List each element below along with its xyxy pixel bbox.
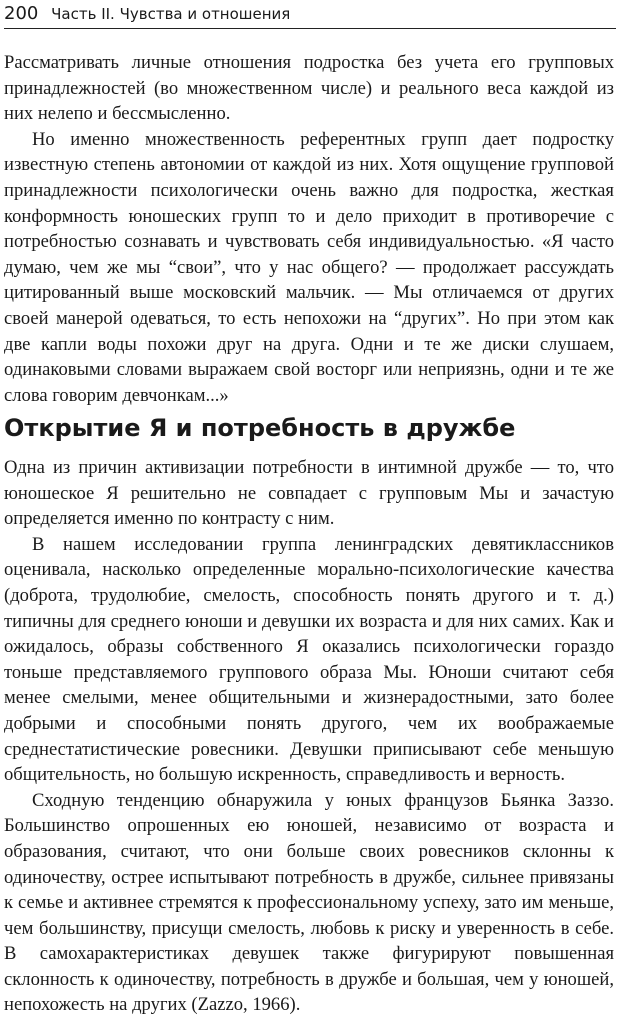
- paragraph: Рассматривать личные отношения подростка без учета его групповых принадлежностей (во множественном числе) и реального веса каждой из них нелепо и бессмысленно.: [4, 52, 614, 125]
- section-heading: Открытие Я и потребность в дружбе: [4, 414, 516, 442]
- paragraph: Сходную тенденцию обнаружила у юных французов Бьянка Заззо. Большинство опрошенных ею юношей, независимо от возраста и образования, считают, что они больше своих ровесников склонны к одиночеству, острее испытывают потребность в дружбе, сильнее привязаны к семье и активнее стремятся к профессиональному успеху, зато им меньше, чем большинству, присущи смелость, любовь к риску и уверенность в себе. В самохарактеристиках девушек также фигурируют повышенная склонность к одиночеству, потребность в дружбе и большая, чем у юношей, непохожесть на других (Zazzo, 1966).: [4, 789, 614, 1016]
- running-head: [4, 2, 616, 26]
- section-1-text: [4, 50, 614, 408]
- header-rule: [4, 28, 616, 29]
- running-title: Часть II. Чувства и отношения: [51, 5, 291, 23]
- paragraph: Но именно множественность референтных групп дает подростку известную степень автономии от каждой из них. Хотя ощущение групповой принадлежности психологически очень важно для подростка, жесткая конформность юношеских групп то и дело приходит в противоречие с потребностью сознавать и чувствовать себя индивидуальностью. «Я часто думаю, чем же мы “свои”, что у нас общего? — продолжает рассуждать цитированный выше московский мальчик. — Мы отличаемся от других своей манерой одеваться, то есть непохожи на “других”. Но при этом как две капли воды похожи друг на друга. Одни и те же диски слушаем, одинаковыми словами выражаем свой восторг или неприязнь, одни и те же слова говорим девчонкам...»: [4, 128, 614, 406]
- paragraph: В нашем исследовании группа ленинградских девятиклассников оценивала, насколько определенные морально-психологические качества (доброта, трудолюбие, смелость, способность понять другого и т. д.) типичны для среднего юноши и девушки их возраста и для них самих. Как и ожидалось, образы собственного Я оказались психологически гораздо тоньше представляемого группового образа Мы. Юноши считают себя менее смелыми, менее общительными и жизнерадостными, зато более добрыми и способными понять другого, чем их воображаемые среднестатистические ровесники. Девушки приписывают себе меньшую общительность, но большую искренность, справедливость и верность.: [4, 533, 614, 786]
- paragraph: Одна из причин активизации потребности в интимной дружбе — то, что юношеское Я решительно не совпадает с групповым Мы и зачастую определяется именно по контрасту с ним.: [4, 457, 614, 530]
- section-2-text: [4, 455, 614, 1018]
- page-number: 200: [4, 3, 39, 24]
